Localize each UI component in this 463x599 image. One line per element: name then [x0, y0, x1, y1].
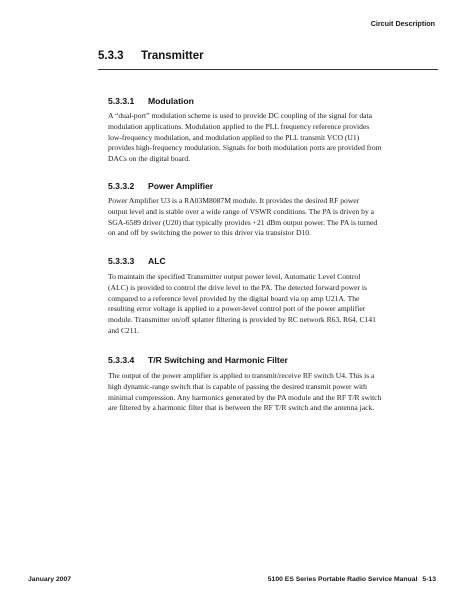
text-line: module. Transmitter on/off splatter filtering is provided by RC network R63, R64, C141: [108, 315, 376, 325]
subsection-title: Modulation: [148, 96, 194, 106]
text-line: high dynamic-range switch that is capable of passing the desired transmit power with: [108, 381, 367, 391]
text-line: SGA-6589 driver (U20) that typically provides +21 dBm output power. The PA is turned: [108, 217, 378, 227]
subsection-heading-tr-switching: [108, 355, 288, 365]
text-line: are filtered by a harmonic filter that is between the RF T/R switch and the antenna jack.: [108, 403, 375, 413]
section-number: 5.3.3: [98, 50, 124, 62]
subsection-number: 5.3.3.1: [108, 96, 135, 106]
text-line: resulting error voltage is applied to a power-level control port of the power amplifier: [108, 304, 366, 314]
text-line: modulation applications. Modulation applied to the PLL frequency reference provides: [108, 121, 370, 131]
text-line: low-frequency modulation, and modulation applied to the PLL transmit VCO (U1): [108, 132, 360, 142]
section-heading: [98, 50, 204, 62]
footer-date: January 2007: [28, 576, 72, 583]
text-line: on and off by switching the power to this driver via transistor D10.: [108, 228, 311, 238]
footer-manual: [268, 576, 436, 583]
text-line: minimal compression. Any harmonics generated by the PA module and the RF T/R switch: [108, 392, 382, 402]
section-title: Transmitter: [141, 50, 204, 62]
running-head: Circuit Description: [370, 19, 435, 28]
subsection-number: 5.3.3.3: [108, 256, 135, 266]
footer-manual-title: 5100 ES Series Portable Radio Service Manual: [267, 576, 418, 583]
text-line: and C211.: [108, 325, 139, 335]
subsection-heading-power-amplifier: [108, 181, 213, 191]
text-line: provides high-frequency modulation. Signals for both modulation ports are provided from: [108, 143, 382, 153]
section-rule: [98, 69, 438, 70]
text-line: output level and is stable over a wide range of VSWR conditions. The PA is driven by a: [108, 206, 375, 216]
paragraph-modulation: [108, 111, 438, 165]
subsection-title: T/R Switching and Harmonic Filter: [148, 355, 288, 365]
text-line: compared to a reference level provided by the digital board via op amp U21A. The: [108, 293, 360, 303]
text-line: Power Amplifier U3 is a RA03M8087M module. It provides the desired RF power: [108, 196, 360, 205]
paragraph-power-amplifier: [108, 196, 438, 239]
page-number: 5-13: [422, 576, 436, 583]
subsection-number: 5.3.3.4: [108, 355, 135, 365]
paragraph-alc: [108, 272, 438, 337]
subsection-heading-alc: [108, 256, 166, 266]
text-line: The output of the power amplifier is applied to transmit/receive RF switch U4. This is a: [108, 371, 375, 380]
text-line: To maintain the specified Transmitter output power level, Automatic Level Control: [108, 272, 361, 281]
text-line: DACs on the digital board.: [108, 154, 191, 164]
subsection-title: Power Amplifier: [148, 181, 214, 191]
subsection-title: ALC: [148, 256, 166, 266]
paragraph-tr-switching: [108, 371, 438, 414]
text-line: (ALC) is provided to control the drive level to the PA. The detected forward power is: [108, 282, 367, 292]
subsection-number: 5.3.3.2: [108, 181, 135, 191]
subsection-heading-modulation: [108, 96, 194, 106]
text-line: A “dual-port” modulation scheme is used to provide DC coupling of the signal for data: [108, 111, 373, 120]
